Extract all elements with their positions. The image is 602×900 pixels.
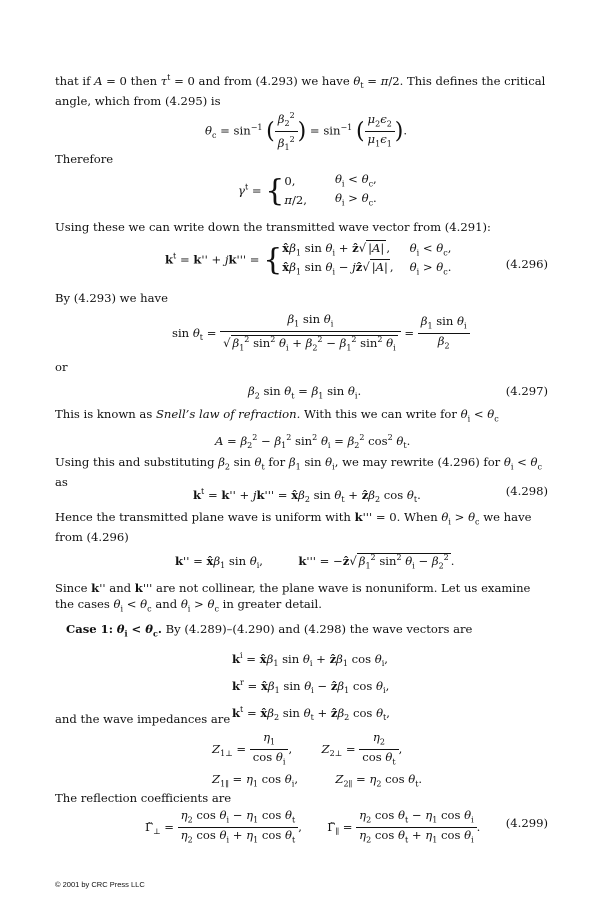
equation-number-4-296: (4.296) — [505, 257, 548, 271]
case1-text: By (4.289)–(4.290) and (4.298) the wave vectors are — [165, 622, 473, 636]
equation-impedances: $Z_{1\perp}$ = $\frac{\eta_1}{\cos \theta_i}$ , $Z_{2\perp}$ = $\frac{\eta_2}{\cos \theta_t}$ , $Z_{1\parallel} = \eta_1$ $\cos \theta_i$, $Z_{2\parallel} = \eta_2$ $\cos \theta_t$. — [212, 730, 423, 788]
paragraph-transmitted-wave: Using these we can write down the transmitted wave vector from (4.291): — [55, 220, 491, 234]
equation-4-299: $\Gammã_\perp$ = $\frac{\eta_2 \cos \theta_i - \eta_1 \cos \theta_t}{\eta_2 \cos \theta_i + \eta_1 \cos \theta_t}$ , $\Gammã_\parallel$ = $\frac{\eta_2 \cos \theta_t - \eta_1 \cos \theta_i}{\eta_2 \cos \theta_t + \eta_1 \cos \theta_i}$ . — [145, 808, 481, 845]
paragraph-nonuniform: Since k'' and k''' are not collinear, the plane wave is nonuniform. Let us examine the cases $\theta_i < \theta_c$ and $\theta_i > \theta_c$ in greater detail. — [55, 581, 531, 613]
paragraph-or: or — [55, 360, 68, 374]
footer-copyright: © 2001 by CRC Press LLC — [55, 880, 145, 889]
equation-wave-vectors: $k^i$ = $x̂\beta_1$ $\sin \theta_i$ + ẑβ$_1$ $\cos \theta_i$, $k^r$ = $x̂\beta_1$ $\sin \theta_i$ − ẑβ$_1$ $\cos \theta_i$, $k^t$ = $x̂\beta_2$ $\sin \theta_t$ + ẑβ$_2$ $\cos \theta_t$, — [232, 651, 390, 723]
equation-A: $A = \beta_2^2 - \beta_1^2$ $\sin^2 \theta_i = \beta_2^2$ $\cos^2 \theta_t$. — [215, 433, 411, 451]
case1-label: Case 1: — [66, 622, 114, 636]
paragraph-case-1: Case 1: $\theta_i < \theta_c$. By (4.289)–(4.290) and (4.298) the wave vectors are — [66, 622, 473, 639]
paragraph-by-4-293: By (4.293) we have — [55, 291, 168, 305]
equation-number-4-297: (4.297) — [505, 384, 548, 398]
equation-sin-theta-t: $\sin \theta_t$ = $\frac{\beta_1 \sin \theta_i}{√ \beta_1^2 \sin^2 \theta_i + \beta_2^2 - \beta_1^2 \sin^2 \theta_i}$ = $\frac{\beta_1 \sin \theta_i}{\beta_2}$ — [172, 312, 470, 355]
paragraph-wave-impedances: and the wave impedances are — [55, 712, 231, 726]
equation-gamma-cases: $\gamma^t$ = { 0, $\theta_i < \theta_c$, π/2, $\theta_i > \theta_c$. — [238, 172, 377, 209]
paragraph-uniform-wave: Hence the transmitted plane wave is uniform with k''' = 0. When $\theta_i > \theta_c$ we have from (4.296) — [55, 510, 532, 544]
equation-4-297: $\beta_2$ $\sin \theta_t = \beta_1$ $\sin \theta_i$. — [248, 384, 362, 401]
equation-number-4-299: (4.299) — [505, 816, 548, 830]
paragraph-snells-law: This is known as Snell’s law of refraction. With this we can write for $\theta_i < \theta_c$ — [55, 407, 499, 424]
equation-critical-angle: $\theta_c = \sin^{-1}$ ( $\frac{\beta_2^2}{\beta_1^2}$ ) = $\sin^{-1}$ ( $\frac{\mu_2\epsilon_2}{\mu_1\epsilon_1}$ ). — [205, 108, 407, 155]
paragraph-reflection-coefficients: The reflection coefficients are — [55, 791, 232, 805]
equation-k-components: $k'' = x̂\beta_1$ $\sin \theta_i$, k''' = −ẑ√ $\beta_1^2$ $\sin^2 \theta_i - \beta_2^2$ . — [175, 553, 455, 571]
paragraph-critical-angle: that if A = 0 then $\tau^t = 0$ and from (4.293) we have $\theta_t = \pi/2$. This defines the critical angle, which from (4.295) is — [55, 73, 546, 108]
equation-number-4-298: (4.298) — [505, 484, 548, 498]
paragraph-therefore: Therefore — [55, 152, 114, 166]
equation-4-296: $k^t = k'' + jk'''$ = { $x̂\beta_1$ $\sin \theta_i$ + ẑ√ |A| , $\theta_i < \theta_c$, $x̂\beta_1$ $\sin \theta_i$ − jẑ√ |A| , $\theta_i > \theta_c$. — [165, 241, 452, 278]
paragraph-substituting: Using this and substituting $\beta_2$ $\sin \theta_t$ for $\beta_1$ $\sin \theta_i$, we may rewrite (4.296) for $\theta_i < \theta_c$ as — [55, 455, 543, 489]
equation-4-298: $k^t = k'' + jk'''$ = $x̂\beta_2$ $\sin \theta_t$ + ẑβ$_2$ $\cos \theta_t$. — [193, 487, 421, 505]
